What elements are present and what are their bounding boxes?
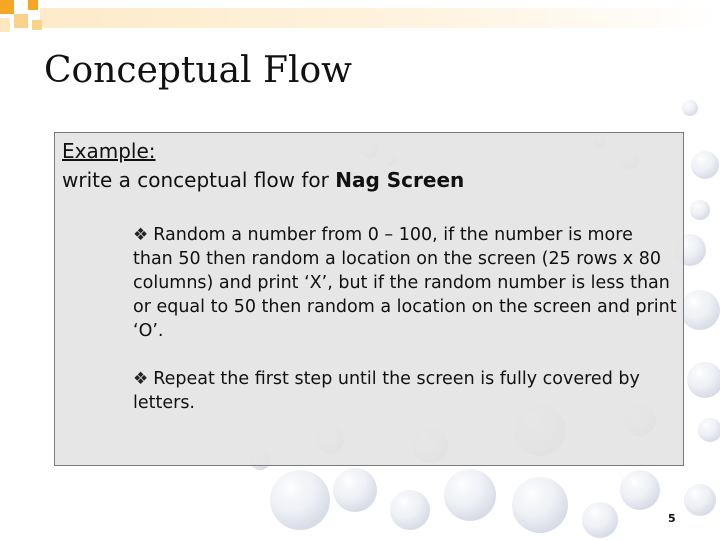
- intro-bold-term: Nag Screen: [335, 168, 465, 192]
- bullet-text: Repeat the first step until the screen is fully covered by letters.: [133, 369, 640, 413]
- bullet-item-1: [133, 223, 678, 343]
- intro-prefix: write a conceptual flow for: [62, 168, 336, 192]
- diamond-bullet-icon: ❖: [133, 369, 149, 389]
- content-box: [54, 132, 684, 466]
- example-label: Example:: [62, 139, 156, 163]
- bullet-text: Random a number from 0 – 100, if the number is more than 50 then random a location on the screen (25 rows x 80 columns) and print ‘X’, but if the random number is less than or equal to 50 then random a location on the screen and print ‘O’.: [133, 225, 677, 341]
- slide-title: Conceptual Flow: [44, 50, 352, 91]
- bullet-item-2: [133, 367, 678, 415]
- intro-text: [62, 168, 464, 192]
- diamond-bullet-icon: ❖: [133, 225, 149, 245]
- page-number: 5: [668, 512, 676, 525]
